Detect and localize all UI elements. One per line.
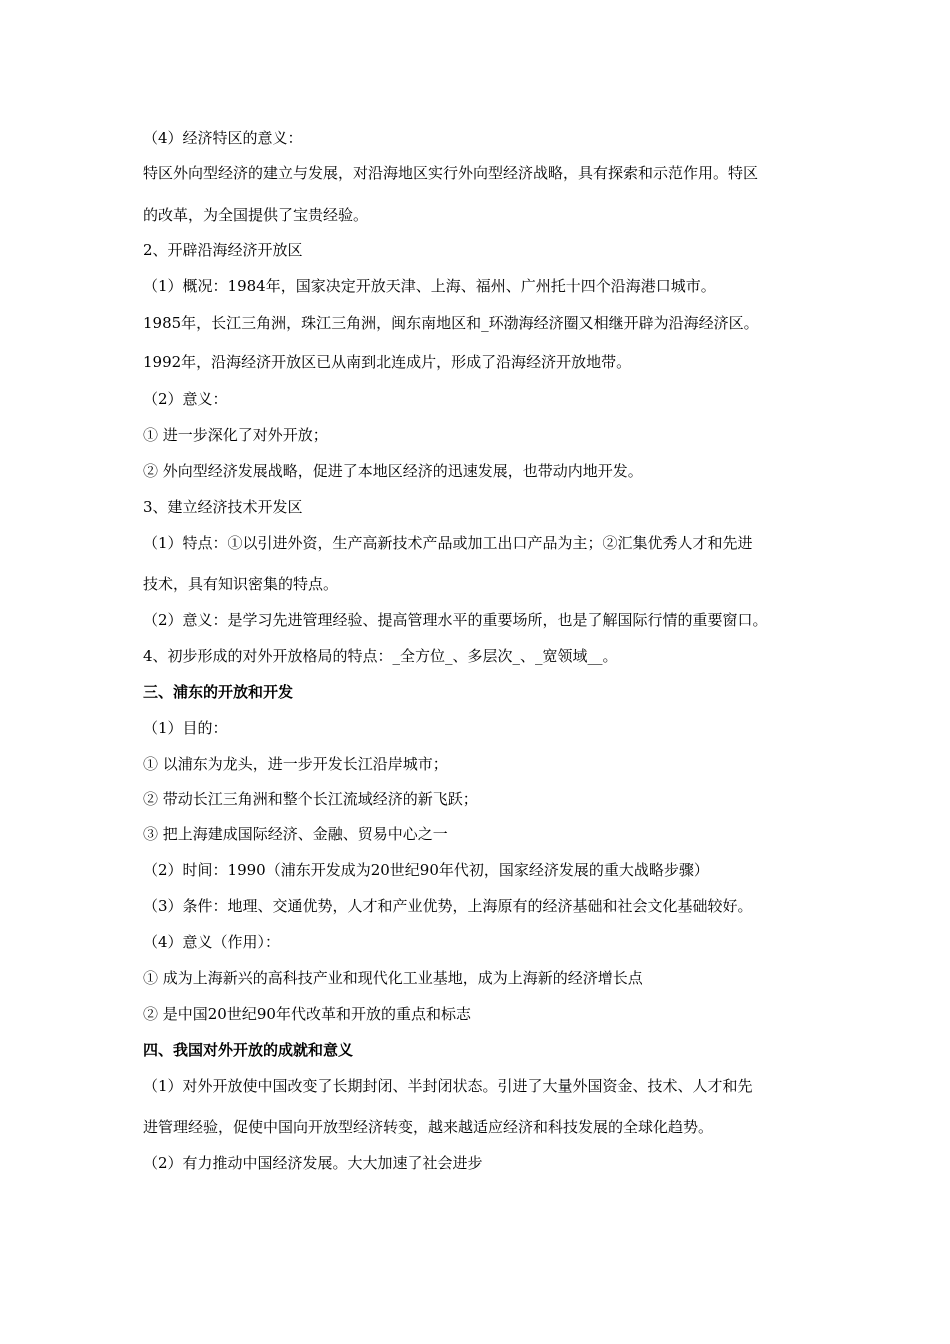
- paragraph-line: （2）时间：1990（浦东开发成为20世纪90年代初，国家经济发展的重大战略步骤）: [143, 861, 709, 879]
- paragraph-line: （1）特点：①以引进外资，生产高新技术产品或加工出口产品为主；②汇集优秀人才和先进: [143, 534, 753, 552]
- paragraph-line: 进管理经验，促使中国向开放型经济转变，越来越适应经济和科技发展的全球化趋势。: [143, 1118, 714, 1136]
- subheading-purpose: （1）目的：: [143, 719, 228, 737]
- list-item: ② 是中国20世纪90年代改革和开放的重点和标志: [143, 1005, 471, 1023]
- paragraph-line: （1）概况：1984年，国家决定开放天津、上海、福州、广州托十四个沿海港口城市。: [143, 277, 716, 295]
- list-item: ① 进一步深化了对外开放；: [143, 426, 328, 444]
- subheading-sez-significance: （4）经济特区的意义：: [143, 129, 303, 147]
- section-heading-pudong: 三、浦东的开放和开发: [143, 683, 294, 701]
- paragraph-line: （2）有力推动中国经济发展。大大加速了社会进步: [143, 1154, 483, 1172]
- paragraph-line: 特区外向型经济的建立与发展，对沿海地区实行外向型经济战略，具有探索和示范作用。特区: [143, 164, 759, 182]
- list-item: ② 带动长江三角洲和整个长江流域经济的新飞跃；: [143, 790, 478, 808]
- subheading-coastal-zones: 2、开辟沿海经济开放区: [143, 241, 303, 259]
- list-item: ① 以浦东为龙头，进一步开发长江沿岸城市；: [143, 755, 448, 773]
- paragraph-line: 1992年，沿海经济开放区已从南到北连成片，形成了沿海经济开放地带。: [143, 353, 632, 371]
- subheading-dev-zones: 3、建立经济技术开发区: [143, 498, 303, 516]
- list-item: ① 成为上海新兴的高科技产业和现代化工业基地，成为上海新的经济增长点: [143, 969, 643, 987]
- subheading-significance: （2）意义：: [143, 390, 228, 408]
- paragraph-line: 技术，具有知识密集的特点。: [143, 575, 339, 593]
- list-item: ③ 把上海建成国际经济、金融、贸易中心之一: [143, 825, 448, 843]
- paragraph-line: （1）对外开放使中国改变了长期封闭、半封闭状态。引进了大量外国资金、技术、人才和先: [143, 1077, 753, 1095]
- paragraph-line: 的改革，为全国提供了宝贵经验。: [143, 206, 369, 224]
- paragraph-line: （2）意义：是学习先进管理经验、提高管理水平的重要场所，也是了解国际行情的重要窗口。: [143, 611, 768, 629]
- paragraph-line: 1985年，长江三角洲，珠江三角洲，闽东南地区和_环渤海经济圈又相继开辟为沿海经济区。: [143, 314, 759, 332]
- subheading-significance-role: （4）意义（作用）：: [143, 933, 281, 951]
- list-item: ② 外向型经济发展战略，促进了本地区经济的迅速发展，也带动内地开发。: [143, 462, 643, 480]
- subheading-pattern: 4、初步形成的对外开放格局的特点：_全方位_、多层次_、_宽领域__。: [143, 647, 618, 665]
- paragraph-line: （3）条件：地理、交通优势，人才和产业优势，上海原有的经济基础和社会文化基础较好。: [143, 897, 753, 915]
- section-heading-achievements: 四、我国对外开放的成就和意义: [143, 1041, 354, 1059]
